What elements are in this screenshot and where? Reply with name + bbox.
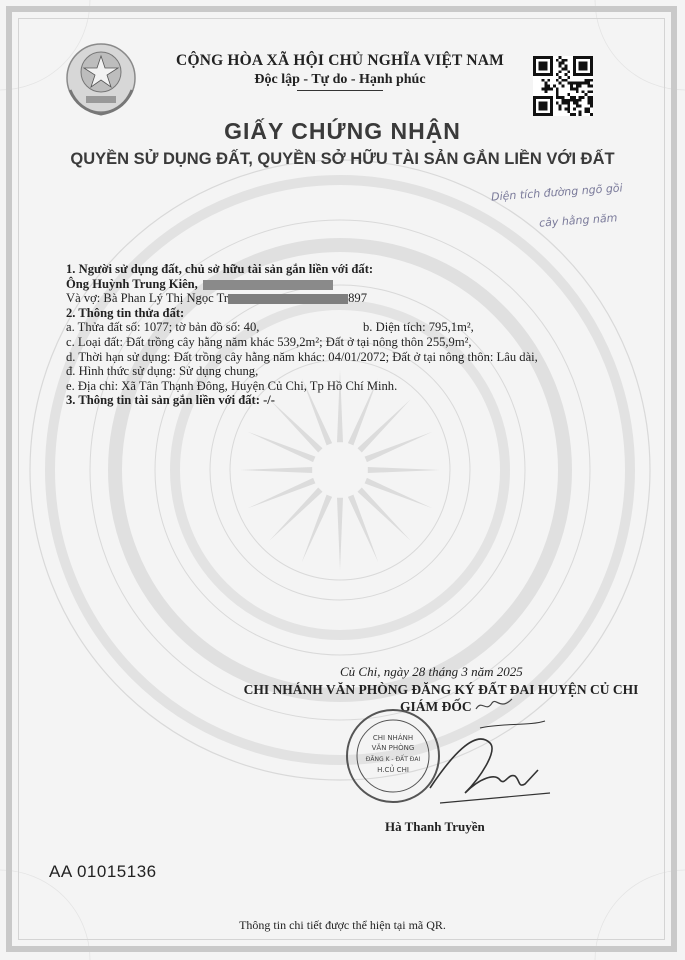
national-emblem-icon	[58, 38, 144, 118]
certificate-subtitle: QUYỀN SỬ DỤNG ĐẤT, QUYỀN SỞ HỮU TÀI SẢN GẮN LIỀN VỚI ĐẤT	[70, 150, 615, 168]
handwritten-note-line2: cây hằng năm	[538, 211, 618, 230]
country-name: CỘNG HÒA XÃ HỘI CHỦ NGHĨA VIỆT NAM	[176, 52, 504, 69]
spouse-name: Và vợ: Bà Phan Lý Thị Ngọc Tr	[66, 291, 229, 306]
initials-mark	[474, 695, 514, 715]
redaction-bar	[203, 280, 333, 290]
handwritten-signature	[420, 718, 560, 818]
svg-text:H.CỦ CHI: H.CỦ CHI	[377, 766, 409, 774]
owner-name: Ông Huỳnh Trung Kiên,	[66, 276, 198, 291]
qr-footer-note: Thông tin chi tiết được thể hiện tại mã QR.	[239, 918, 446, 932]
issuing-organization: CHI NHÁNH VĂN PHÒNG ĐĂNG KÝ ĐẤT ĐAI HUYỆN CỦ CHI	[243, 682, 639, 697]
section3-heading: 3. Thông tin tài sản gắn liền với đất: -/-	[66, 393, 275, 408]
section1-heading: 1. Người sử dụng đất, chủ sở hữu tài sản gắn liền với đất:	[66, 262, 374, 276]
usage-form: đ. Hình thức sử dụng: Sử dụng chung,	[66, 364, 259, 379]
svg-text:VĂN PHÒNG: VĂN PHÒNG	[371, 744, 415, 752]
svg-text:CHI NHÁNH: CHI NHÁNH	[372, 734, 414, 742]
spouse-id-suffix: 897	[348, 291, 367, 306]
parcel-address: e. Địa chỉ: Xã Tân Thạnh Đông, Huyện Củ Chi, Tp Hồ Chí Minh.	[66, 378, 398, 393]
qr-code	[533, 56, 593, 116]
parcel-area: b. Diện tích: 795,1m²,	[363, 320, 474, 335]
parcel-line	[66, 320, 626, 335]
signer-position: GIÁM ĐỐC	[400, 699, 472, 714]
section2-heading: 2. Thông tin thửa đất:	[66, 305, 185, 320]
owner-line	[66, 277, 626, 292]
place-date: Củ Chi, ngày 28 tháng 3 năm 2025	[340, 664, 523, 679]
national-motto: Độc lập - Tự do - Hạnh phúc	[254, 72, 426, 87]
certificate-title: GIẤY CHỨNG NHẬN	[224, 118, 461, 144]
svg-text:ĐĂNG K - ĐẤT ĐAI: ĐĂNG K - ĐẤT ĐAI	[365, 756, 421, 763]
redaction-bar	[228, 294, 348, 304]
spouse-line	[66, 291, 626, 306]
motto-underline	[297, 90, 383, 91]
signer-name: Hà Thanh Truyền	[385, 819, 485, 834]
serial-number: AA 01015136	[49, 862, 157, 881]
land-type: c. Loại đất: Đất trồng cây hằng năm khác 539,2m²; Đất ở tại nông thôn 255,9m²,	[66, 334, 472, 349]
usage-term: d. Thời hạn sử dụng: Đất trồng cây hằng năm khác: 04/01/2072; Đất ở tại nông thôn: Lâu dài,	[66, 349, 538, 364]
handwritten-note-line1: Diện tích đường ngõ gồi	[490, 181, 624, 204]
certificate-body	[66, 262, 626, 408]
parcel-number: a. Thửa đất số: 1077; tờ bản đồ số: 40,	[66, 320, 260, 335]
